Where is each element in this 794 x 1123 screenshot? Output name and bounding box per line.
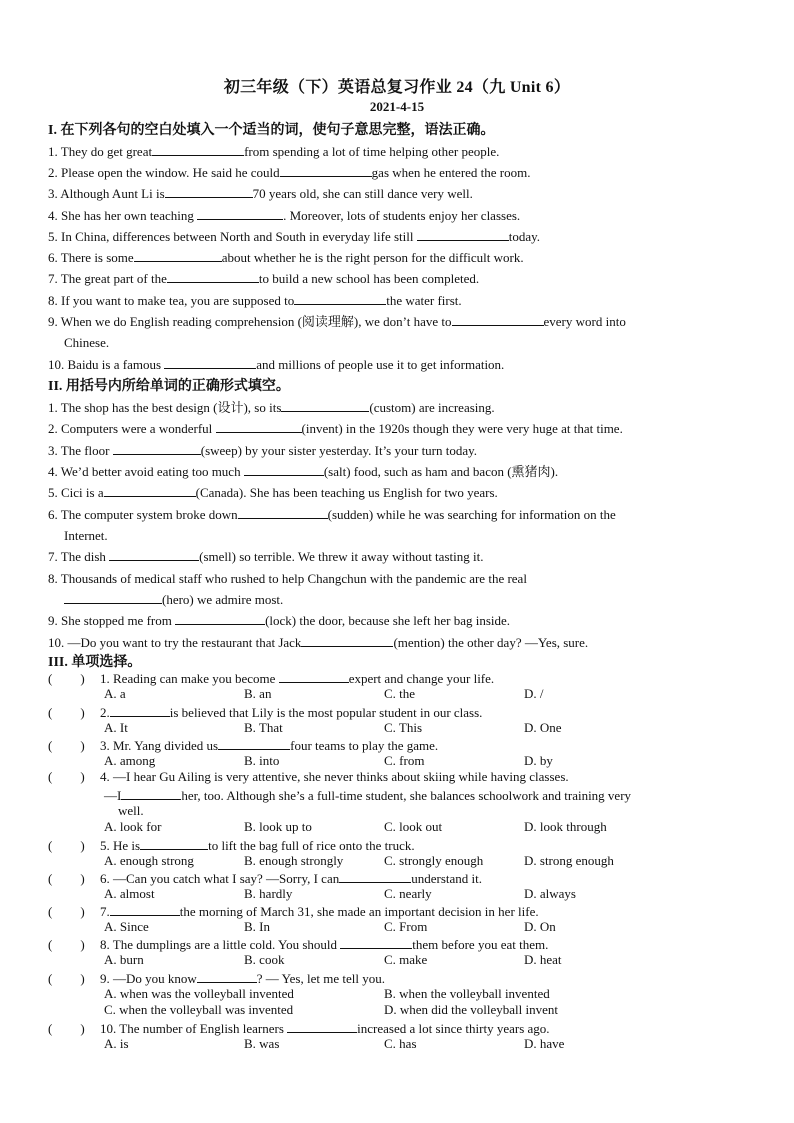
s2-item-7: 7. The dish (smell) so terrible. We threw it away without tasting it. (48, 546, 748, 567)
answer-blank[interactable] (134, 247, 222, 262)
s2-item-6-cont: Internet. (64, 528, 108, 543)
option-a[interactable]: A. a (104, 686, 126, 701)
answer-blank[interactable] (104, 482, 196, 497)
mcq-5: ( ) 5. He is to lift the bag full of rice onto the truck. (48, 835, 415, 854)
answer-blank[interactable] (218, 735, 290, 750)
mcq-4: ( ) 4. —I hear Gu Ailing is very attentive, she never thinks about skiing while having classes. (48, 769, 569, 784)
answer-blank[interactable] (121, 785, 181, 800)
answer-blank[interactable] (164, 354, 256, 369)
answer-blank[interactable] (113, 440, 201, 455)
answer-blank[interactable] (339, 868, 411, 883)
s2-item-5: 5. Cici is a (Canada). She has been teaching us English for two years. (48, 482, 748, 503)
answer-blank[interactable] (167, 268, 259, 283)
option-c[interactable]: C. the (384, 686, 416, 701)
option-d[interactable]: D. when did the volleyball invent (384, 1002, 559, 1017)
mcq-7: ( ) 7. the morning of March 31, she made an important decision in her life. (48, 901, 539, 920)
s2-item-10: 10. —Do you want to try the restaurant that Jack (mention) the other day? —Yes, sure. (48, 632, 748, 653)
option-b[interactable]: B. was (244, 1036, 280, 1051)
option-a[interactable]: A. burn (104, 952, 144, 967)
answer-blank[interactable] (287, 1018, 357, 1033)
option-d[interactable]: D. always (524, 886, 576, 901)
mcq-4-line2: —I her, too. Although she’s a full-time student, she balances schoolwork and training very (104, 785, 631, 804)
answer-blank[interactable] (301, 632, 393, 647)
s2-item-8: 8. Thousands of medical staff who rushed to help Changchun with the pandemic are the real (48, 571, 527, 586)
s1-item-10: 10. Baidu is a famous and millions of people use it to get information. (48, 354, 748, 375)
option-d[interactable]: D. One (524, 720, 562, 735)
s1-item-4: 4. She has her own teaching . Moreover, lots of students enjoy her classes. (48, 205, 748, 226)
option-b[interactable]: B. look up to (244, 819, 312, 834)
answer-blank[interactable] (197, 968, 257, 983)
mcq-8: ( ) 8. The dumplings are a little cold. You should them before you eat them. (48, 934, 548, 953)
answer-blank[interactable] (238, 504, 328, 519)
option-c[interactable]: C. has (384, 1036, 417, 1051)
section2-heading: II. 用括号内所给单词的正确形式填空。 (48, 379, 290, 394)
s2-item-9: 9. She stopped me from (lock) the door, because she left her bag inside. (48, 610, 748, 631)
option-a[interactable]: A. is (104, 1036, 129, 1051)
s1-item-1: 1. They do get great from spending a lot of time helping other people. (48, 141, 748, 162)
answer-blank[interactable] (244, 461, 324, 476)
option-c[interactable]: C. strongly enough (384, 853, 484, 868)
answer-blank[interactable] (452, 311, 544, 326)
answer-blank[interactable] (110, 901, 180, 916)
s2-item-3: 3. The floor (sweep) by your sister yesterday. It’s your turn today. (48, 440, 748, 461)
answer-blank[interactable] (175, 610, 265, 625)
answer-blank[interactable] (64, 589, 162, 604)
s1-item-5: 5. In China, differences between North and South in everyday life still today. (48, 226, 748, 247)
option-c[interactable]: C. nearly (384, 886, 432, 901)
option-c[interactable]: C. make (384, 952, 428, 967)
answer-blank[interactable] (140, 835, 208, 850)
answer-blank[interactable] (294, 290, 386, 305)
option-b[interactable]: B. In (244, 919, 270, 934)
section3-heading: III. 单项选择。 (48, 655, 142, 670)
s2-item-8-cont: (hero) we admire most. (64, 589, 283, 610)
option-b[interactable]: B. That (244, 720, 283, 735)
option-d[interactable]: D. On (524, 919, 556, 934)
option-a[interactable]: A. Since (104, 919, 149, 934)
option-c[interactable]: C. from (384, 753, 425, 768)
answer-blank[interactable] (417, 226, 509, 241)
mcq-2: ( ) 2. is believed that Lily is the most popular student in our class. (48, 702, 482, 721)
option-a[interactable]: A. when was the volleyball invented (104, 986, 294, 1001)
answer-blank[interactable] (165, 183, 253, 198)
option-b[interactable]: B. enough strongly (244, 853, 344, 868)
s2-item-2: 2. Computers were a wonderful (invent) in the 1920s though they were very huge at that time. (48, 418, 748, 439)
option-d[interactable]: D. have (524, 1036, 565, 1051)
s1-item-8: 8. If you want to make tea, you are supposed to the water first. (48, 290, 748, 311)
option-a[interactable]: A. look for (104, 819, 162, 834)
answer-blank[interactable] (152, 141, 244, 156)
page-title: 初三年级（下）英语总复习作业 24（九 Unit 6） (223, 79, 571, 96)
option-b[interactable]: B. cook (244, 952, 285, 967)
option-b[interactable]: B. hardly (244, 886, 293, 901)
s1-item-7: 7. The great part of the to build a new school has been completed. (48, 268, 748, 289)
answer-blank[interactable] (280, 162, 372, 177)
mcq-3: ( ) 3. Mr. Yang divided us four teams to play the game. (48, 735, 438, 754)
option-b[interactable]: B. when the volleyball invented (384, 986, 550, 1001)
option-a[interactable]: A. It (104, 720, 128, 735)
s1-item-9: 9. When we do English reading comprehension (阅读理解), we don’t have to every word into (48, 311, 748, 332)
s2-item-4: 4. We’d better avoid eating too much (salt) food, such as ham and bacon (熏猪肉). (48, 461, 748, 482)
option-a[interactable]: A. among (104, 753, 156, 768)
mcq-1: ( ) 1. Reading can make you become expert and change your life. (48, 668, 494, 687)
answer-blank[interactable] (340, 934, 412, 949)
option-d[interactable]: D. by (524, 753, 553, 768)
option-a[interactable]: A. enough strong (104, 853, 194, 868)
s1-item-2: 2. Please open the window. He said he could gas when he entered the room. (48, 162, 748, 183)
answer-blank[interactable] (197, 205, 283, 220)
mcq-4-line3: well. (118, 803, 144, 818)
s1-item-3: 3. Although Aunt Li is 70 years old, she can still dance very well. (48, 183, 748, 204)
answer-blank[interactable] (109, 546, 199, 561)
option-d[interactable]: D. / (524, 686, 544, 701)
mcq-6: ( ) 6. —Can you catch what I say? —Sorry, I can understand it. (48, 868, 482, 887)
s2-item-1: 1. The shop has the best design (设计), so its (custom) are increasing. (48, 397, 748, 418)
option-a[interactable]: A. almost (104, 886, 155, 901)
answer-blank[interactable] (279, 668, 349, 683)
s2-item-6: 6. The computer system broke down (sudden) while he was searching for information on the (48, 504, 748, 525)
answer-blank[interactable] (281, 397, 369, 412)
page-date: 2021-4-15 (369, 99, 425, 114)
option-d[interactable]: D. heat (524, 952, 562, 967)
s1-item-9-cont: Chinese. (64, 335, 110, 350)
option-d[interactable]: D. look through (524, 819, 607, 834)
option-b[interactable]: B. an (244, 686, 272, 701)
section1-heading: I. 在下列各句的空白处填入一个适当的词，使句子意思完整，语法正确。 (48, 123, 495, 138)
s1-item-6: 6. There is some about whether he is the right person for the difficult work. (48, 247, 748, 268)
answer-blank[interactable] (216, 418, 302, 433)
answer-blank[interactable] (110, 702, 170, 717)
mcq-9: ( ) 9. —Do you know ? — Yes, let me tell you. (48, 968, 385, 987)
option-d[interactable]: D. strong enough (524, 853, 614, 868)
option-b[interactable]: B. into (244, 753, 280, 768)
option-c[interactable]: C. This (384, 720, 423, 735)
option-c[interactable]: C. look out (384, 819, 443, 834)
option-c[interactable]: C. From (384, 919, 428, 934)
option-c[interactable]: C. when the volleyball was invented (104, 1002, 294, 1017)
mcq-10: ( ) 10. The number of English learners increased a lot since thirty years ago. (48, 1018, 550, 1037)
